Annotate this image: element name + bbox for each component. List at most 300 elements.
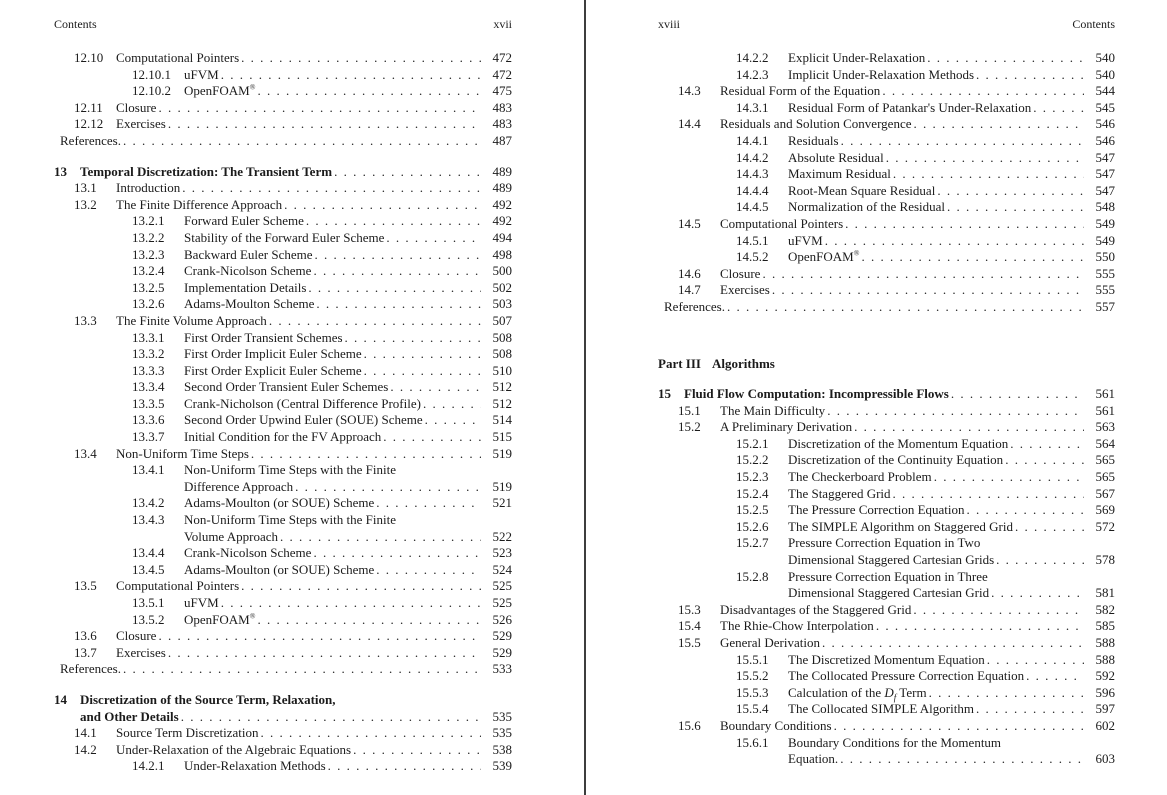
dot-leader (280, 529, 481, 546)
toc-entry (54, 742, 512, 759)
entry-title-text: Exercises (116, 644, 166, 660)
dot-leader (284, 197, 481, 214)
entry-title-text: Pressure Correction Equation in Three (788, 568, 988, 584)
entry-page-number: 602 (1095, 717, 1115, 733)
dot-leader (364, 363, 481, 380)
dot-leader (834, 718, 1084, 735)
dot-leader (221, 595, 481, 612)
entry-title-text: General Derivation (720, 635, 820, 650)
dot-leader (861, 249, 1084, 266)
entry-number: 13.2.1 (132, 213, 165, 229)
entry-title-text: The Collocated Pressure Correction Equation (788, 668, 1025, 684)
dot-leader (825, 233, 1084, 250)
dot-leader (328, 758, 481, 775)
entry-title-text: First Order Transient Schemes (184, 329, 343, 345)
toc-entry (54, 50, 512, 67)
dot-leader (241, 50, 481, 67)
dot-leader (168, 116, 481, 133)
toc-entry-continuation (54, 529, 512, 546)
entry-number: 14.3 (678, 83, 701, 99)
toc-entry-continuation (658, 585, 1115, 602)
entry-page-number: 508 (492, 329, 512, 345)
entry-page-number: 588 (1095, 635, 1115, 650)
toc-entry (54, 313, 512, 330)
dot-leader (1015, 519, 1084, 536)
toc-list-left (54, 50, 512, 775)
entry-title (788, 552, 994, 569)
toc-entry (658, 535, 1115, 552)
dot-leader (181, 709, 481, 726)
entry-title (116, 180, 180, 197)
entry-number: 13.3.3 (132, 362, 165, 378)
entry-title (788, 668, 1024, 685)
entry-page-number: 544 (1095, 83, 1115, 99)
toc-entry (658, 469, 1115, 486)
entry-title-text: Boundary Conditions for the Momentum (788, 734, 1002, 750)
entry-page-number: 492 (492, 213, 512, 229)
entry-page-number: 540 (1095, 50, 1115, 65)
entry-title (720, 419, 852, 436)
entry-page-number: 526 (492, 611, 512, 627)
entry-title (720, 83, 880, 100)
toc-entry (658, 356, 1115, 373)
toc-entry-continuation (658, 751, 1115, 768)
entry-page-number: 569 (1095, 502, 1115, 518)
dot-leader (1026, 668, 1084, 685)
entry-number: 13.3.1 (132, 329, 165, 345)
toc-entry (54, 346, 512, 363)
entry-number: 13.2.4 (132, 263, 165, 279)
entry-page-number: 540 (1095, 66, 1115, 82)
toc-entry (54, 280, 512, 297)
entry-page-number: 524 (492, 561, 512, 577)
entry-number: 14.2.1 (132, 758, 165, 774)
dot-leader (893, 486, 1084, 503)
running-head-title: Contents (1072, 17, 1115, 31)
entry-title-text: Initial Condition for the FV Approach (184, 429, 382, 445)
dot-leader (987, 652, 1084, 669)
entry-title (184, 230, 384, 247)
entry-number: 13.3.7 (132, 429, 165, 445)
toc-entry (658, 166, 1115, 183)
dot-leader (386, 230, 481, 247)
entry-title-text: The SIMPLE Algorithm on Staggered Grid (788, 518, 1013, 534)
entry-page-number: 596 (1095, 684, 1115, 700)
dot-leader (241, 578, 481, 595)
entry-title (788, 150, 884, 167)
entry-page-number: 555 (1095, 265, 1115, 281)
entry-title (788, 249, 859, 266)
entry-title (788, 50, 925, 67)
entry-title-text: Non-Uniform Time Steps with the Finite (184, 512, 396, 528)
toc-entry (54, 645, 512, 662)
entry-page-number: 514 (492, 412, 512, 428)
entry-page-number: 512 (492, 379, 512, 395)
entry-page-number: 582 (1095, 601, 1115, 617)
dot-leader (1010, 436, 1084, 453)
entry-title (184, 412, 423, 429)
dot-leader (308, 280, 481, 297)
entry-page-number: 585 (1095, 618, 1115, 634)
entry-page-number: 549 (1095, 232, 1115, 248)
entry-title-text: Residuals and Solution Convergence (720, 116, 912, 132)
entry-title (788, 751, 838, 768)
toc-entry (54, 330, 512, 347)
entry-page-number: 525 (492, 578, 512, 594)
entry-title (788, 183, 935, 200)
entry-page-number: 555 (1095, 282, 1115, 298)
entry-title-text: References. (60, 132, 121, 148)
dot-leader (306, 213, 481, 230)
toc-entry (658, 701, 1115, 718)
entry-title (788, 502, 965, 519)
entry-title-text: Difference Approach (184, 478, 294, 494)
dot-leader (976, 701, 1084, 718)
entry-number: 13.2.3 (132, 246, 165, 262)
entry-title-text: Term (896, 684, 927, 700)
entry-title-text: Discretization of the Momentum Equation (788, 435, 1009, 451)
entry-number: 13.4 (74, 445, 97, 461)
toc-entry (658, 133, 1115, 150)
entry-number: 15.4 (678, 618, 701, 634)
toc-entry (658, 403, 1115, 420)
entry-title-text: Crank-Nicolson Scheme (184, 263, 312, 279)
entry-title-text: The Rhie-Chow Interpolation (720, 618, 874, 634)
entry-page-number: 557 (1095, 298, 1115, 314)
dot-leader (123, 133, 481, 150)
entry-title-text: Fluid Flow Computation: Incompressible Flows (684, 386, 949, 402)
entry-number: 13.5 (74, 578, 97, 594)
entry-title-text: Exercises (720, 282, 770, 298)
entry-page-number: 545 (1095, 99, 1115, 115)
toc-entry (658, 519, 1115, 536)
entry-title-text: Disadvantages of the Staggered Grid (720, 601, 912, 617)
entry-title-text: Dimensional Staggered Cartesian Grid (788, 585, 990, 601)
entry-page-number: 523 (492, 545, 512, 561)
toc-entry (54, 462, 512, 479)
toc-entry (54, 100, 512, 117)
entry-title (184, 296, 314, 313)
entry-title (184, 263, 311, 280)
entry-page-number: 483 (492, 99, 512, 115)
registered-trademark-symbol: ® (853, 248, 860, 258)
entry-page-number: 489 (492, 163, 512, 179)
toc-entry (658, 718, 1115, 735)
entry-title (116, 578, 239, 595)
dot-leader (841, 133, 1084, 150)
entry-title (116, 645, 166, 662)
entry-title (184, 363, 362, 380)
entry-number: 15.6.1 (736, 734, 769, 750)
entry-page-number: 500 (492, 263, 512, 279)
entry-title-text: uFVM (184, 66, 219, 82)
toc-entry-continuation (658, 552, 1115, 569)
dot-leader (827, 403, 1084, 420)
entry-title-text: Root-Mean Square Residual (788, 182, 936, 198)
entry-number: 15.6 (678, 717, 701, 733)
entry-number: 12.10 (74, 50, 104, 65)
entry-title-text: uFVM (184, 595, 219, 610)
entry-page-number: 546 (1095, 132, 1115, 148)
toc-entry (54, 661, 512, 678)
entry-title-text: A Preliminary Derivation (720, 419, 853, 435)
math-script-D-sub-f-symbol: $D_f$ (884, 684, 897, 703)
entry-number: 13.2.2 (132, 229, 165, 245)
entry-number: 13.4.4 (132, 545, 165, 561)
entry-number: 14.2.3 (736, 66, 769, 82)
entry-title (184, 379, 388, 396)
entry-title (184, 429, 381, 446)
entry-page-number: 519 (492, 445, 512, 461)
entry-title (184, 346, 362, 363)
entry-number: 15.5.4 (736, 701, 769, 717)
entry-number: 15.2.4 (736, 485, 769, 501)
entry-title-text: Source Term Discretization (116, 725, 259, 741)
entry-title (184, 213, 304, 230)
entry-page-number: 515 (492, 429, 512, 445)
entry-title-text: Forward Euler Scheme (184, 213, 304, 229)
entry-title (788, 735, 1001, 752)
entry-number: 15.5.1 (736, 651, 769, 667)
entry-page-number: 475 (492, 83, 512, 99)
dot-leader (251, 446, 481, 463)
entry-page-number: 510 (492, 362, 512, 378)
entry-number: 14 (54, 691, 67, 707)
entry-title-text: Volume Approach (184, 528, 278, 544)
entry-title (184, 529, 278, 546)
toc-entry (54, 164, 512, 181)
toc-entry (54, 512, 512, 529)
entry-page-number: 498 (492, 246, 512, 262)
toc-entry (54, 429, 512, 446)
entry-page-number: 533 (492, 661, 512, 677)
entry-title-text: Residuals (788, 132, 839, 148)
entry-number: 15.2.7 (736, 535, 769, 551)
dot-leader (886, 150, 1084, 167)
entry-title (720, 718, 832, 735)
dot-leader (313, 263, 481, 280)
entry-title-text: Second Order Transient Euler Schemes (184, 379, 389, 395)
toc-entry (658, 618, 1115, 635)
registered-trademark-symbol: ® (249, 82, 256, 92)
toc-entry (658, 233, 1115, 250)
dot-leader (383, 429, 481, 446)
dot-leader (168, 645, 481, 662)
toc-entry (658, 569, 1115, 586)
dot-leader (390, 379, 481, 396)
entry-title-text: Adams-Moulton (or SOUE) Scheme (184, 495, 375, 511)
entry-title-text: Under-Relaxation Methods (184, 758, 326, 774)
toc-entry (54, 628, 512, 645)
dot-leader (845, 216, 1084, 233)
dot-leader (376, 562, 481, 579)
entry-number: 12.11 (74, 99, 103, 115)
entry-page-number: 494 (492, 229, 512, 245)
toc-entry-continuation (54, 479, 512, 496)
toc-entry (54, 363, 512, 380)
entry-title (116, 50, 239, 67)
dot-leader (261, 725, 481, 742)
entry-title (720, 266, 760, 283)
dot-leader (772, 282, 1084, 299)
entry-title (788, 701, 974, 718)
dot-leader (1005, 452, 1084, 469)
entry-title-text: First Order Explicit Euler Scheme (184, 362, 362, 378)
entry-number: Part III (658, 355, 701, 371)
entry-title (788, 585, 989, 602)
entry-page-number: 503 (492, 296, 512, 312)
dot-leader (1033, 100, 1084, 117)
entry-title-text: Crank-Nicolson Scheme (184, 545, 312, 561)
toc-entry (54, 396, 512, 413)
toc-entry (54, 379, 512, 396)
entry-number: 15.2.8 (736, 568, 769, 584)
dot-leader (269, 313, 481, 330)
entry-page-number: 550 (1095, 249, 1115, 265)
entry-title-text: and Other Details (80, 708, 179, 724)
entry-page-number: 472 (492, 50, 512, 65)
entry-number: 14.5.2 (736, 249, 769, 265)
toc-entry (658, 502, 1115, 519)
folio-roman-numeral: xvii (493, 17, 512, 31)
dot-leader (822, 635, 1084, 652)
entry-number: 13.5.2 (132, 611, 165, 627)
dot-leader (221, 67, 481, 84)
entry-page-number: 572 (1095, 518, 1115, 534)
entry-title-text: Stability of the Forward Euler Scheme (184, 229, 385, 245)
entry-number: 14.7 (678, 282, 701, 298)
dot-leader (929, 685, 1084, 702)
entry-page-number: 521 (492, 495, 512, 511)
toc-entry (658, 602, 1115, 619)
toc-entry (54, 495, 512, 512)
toc-entry (54, 545, 512, 562)
entry-title (184, 612, 255, 629)
entry-title-text: Algorithms (712, 355, 775, 371)
dot-leader (425, 412, 481, 429)
entry-title (184, 83, 255, 100)
entry-title (184, 512, 396, 529)
entry-number: 13.4.2 (132, 495, 165, 511)
entry-page-number: 483 (492, 116, 512, 132)
entry-page-number: 512 (492, 395, 512, 411)
entry-title-text: Implementation Details (184, 279, 307, 295)
toc-entry (54, 247, 512, 264)
entry-title (788, 233, 823, 250)
entry-title (788, 519, 1013, 536)
entry-title-text: Non-Uniform Time Steps (116, 445, 249, 461)
entry-title (720, 282, 770, 299)
dot-leader (315, 247, 481, 264)
entry-number: 13.2.6 (132, 296, 165, 312)
entry-title-text: First Order Implicit Euler Scheme (184, 346, 362, 362)
toc-entry (658, 83, 1115, 100)
entry-page-number: 522 (492, 528, 512, 544)
entry-title-text: Exercises (116, 116, 166, 132)
dot-leader (947, 199, 1084, 216)
entry-title (184, 595, 219, 612)
entry-title-text: Computational Pointers (116, 50, 240, 65)
entry-number: 13.3 (74, 312, 97, 328)
entry-title-text: Residual Form of Patankar's Under-Relaxation (788, 99, 1032, 115)
entry-title-text: Calculation of the (788, 684, 885, 700)
entry-page-number: 539 (492, 758, 512, 774)
entry-number: 14.2 (74, 741, 97, 757)
entry-title-text: Discretization of the Continuity Equation (788, 452, 1004, 468)
entry-title (116, 446, 249, 463)
entry-title (788, 166, 891, 183)
entry-number: 13.3.5 (132, 395, 165, 411)
toc-entry (54, 133, 512, 150)
entry-title-text: Introduction (116, 180, 181, 196)
entry-title (80, 692, 336, 709)
toc-entry (54, 116, 512, 133)
entry-title (184, 479, 293, 496)
entry-title (788, 133, 839, 150)
entry-number: 13.2 (74, 196, 97, 212)
entry-number: 13 (54, 163, 67, 179)
entry-number: 13.3.2 (132, 346, 165, 362)
entry-page-number: 472 (492, 66, 512, 82)
entry-title-text: Under-Relaxation of the Algebraic Equations (116, 741, 352, 757)
entry-number: 15.3 (678, 601, 701, 617)
entry-number: 14.5 (678, 215, 701, 231)
toc-entry (54, 67, 512, 84)
entry-title-text: Boundary Conditions (720, 717, 832, 733)
toc-entry (54, 612, 512, 629)
toc-entry (54, 578, 512, 595)
toc-entry (658, 116, 1115, 133)
entry-title-text: The Pressure Correction Equation (788, 502, 965, 518)
entry-title-text: Equation. (788, 751, 839, 767)
toc-entry-continuation (54, 709, 512, 726)
entry-number: 15.1 (678, 402, 701, 418)
entry-title (184, 396, 421, 413)
entry-title-text: Discretization of the Source Term, Relaxation, (80, 691, 336, 707)
toc-entry (658, 299, 1115, 316)
entry-number: 15 (658, 386, 671, 402)
entry-title-text: Absolute Residual (788, 149, 884, 165)
entry-title (116, 100, 156, 117)
entry-page-number: 581 (1095, 585, 1115, 601)
entry-title (116, 313, 267, 330)
entry-number: 12.12 (74, 116, 104, 132)
dot-leader (158, 628, 481, 645)
entry-title (788, 652, 985, 669)
entry-title-text: Computational Pointers (720, 215, 844, 231)
toc-entry (658, 282, 1115, 299)
dot-leader (991, 585, 1084, 602)
toc-entry (658, 50, 1115, 67)
entry-title (116, 116, 166, 133)
entry-number: 15.2.3 (736, 469, 769, 485)
dot-leader (727, 299, 1084, 316)
dot-leader (893, 166, 1084, 183)
entry-page-number: 547 (1095, 149, 1115, 165)
entry-title-text: References. (60, 661, 121, 677)
entry-page-number: 508 (492, 346, 512, 362)
toc-entry (54, 446, 512, 463)
entry-title-text: The Collocated SIMPLE Algorithm (788, 701, 974, 717)
toc-entry (658, 685, 1115, 702)
entry-title (184, 758, 326, 775)
entry-number: 13.5.1 (132, 595, 165, 610)
entry-number: 15.5 (678, 635, 701, 650)
entry-page-number: 492 (492, 196, 512, 212)
toc-entry (54, 595, 512, 612)
toc-entry (54, 230, 512, 247)
dot-leader (182, 180, 481, 197)
